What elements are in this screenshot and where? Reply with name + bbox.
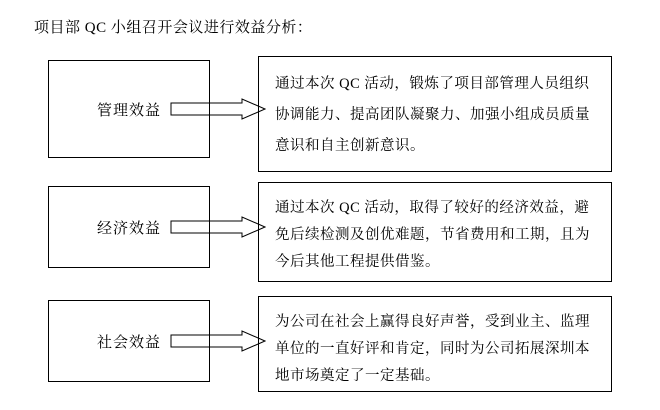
benefit-description-text: 通过本次 QC 活动，取得了较好的经济效益，避免后续检测及创优难题，节省费用和工期，且为今后其他工程提供借鉴。: [275, 200, 590, 270]
right-arrow-icon: [170, 330, 266, 352]
benefit-description-box: [258, 56, 612, 172]
benefit-category-label: 管理效益: [96, 102, 161, 119]
benefit-category-label: 社会效益: [96, 334, 161, 351]
diagram-row: [0, 296, 660, 394]
diagram-row: [0, 182, 660, 282]
benefit-description-text: 为公司在社会上赢得良好声誉，受到业主、监理单位的一直好评和肯定，同时为公司拓展深圳本地市场奠定了一定基础。: [275, 314, 590, 384]
benefit-description-text: 通过本次 QC 活动，锻炼了项目部管理人员组织协调能力、提高团队凝聚力、加强小组成员质量意识和自主创新意识。: [275, 76, 590, 154]
diagram-row: [0, 56, 660, 172]
benefit-category-label: 经济效益: [96, 220, 161, 237]
right-arrow-icon: [170, 98, 266, 120]
benefit-description-box: [258, 296, 612, 392]
page-title: 项目部 QC 小组召开会议进行效益分析：: [34, 20, 313, 36]
right-arrow-icon: [170, 216, 266, 238]
benefit-description-box: [258, 182, 612, 282]
